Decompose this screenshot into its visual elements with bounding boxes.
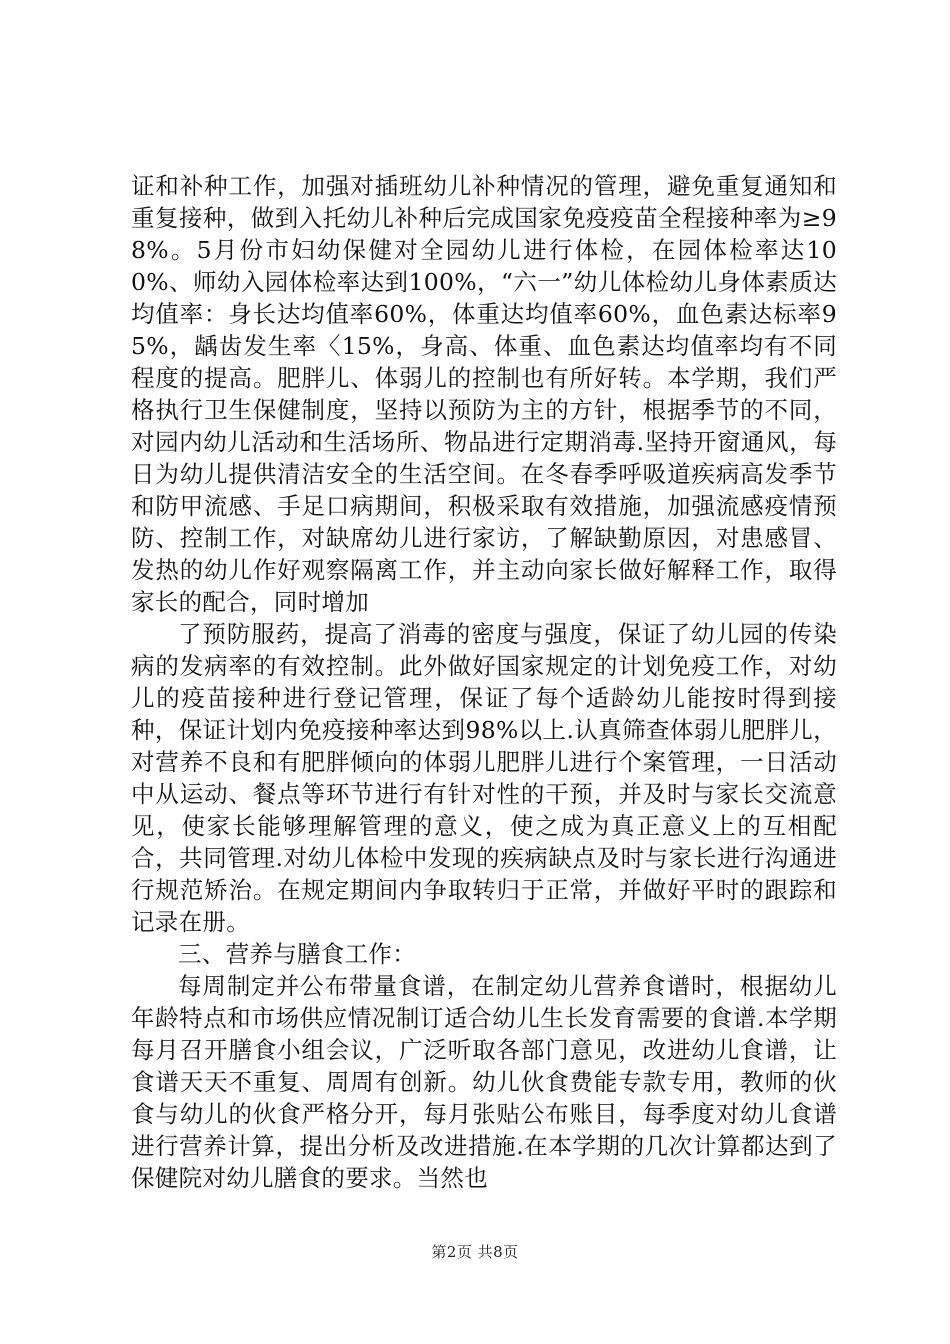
paragraph-nutrition-diet: 每周制定并公布带量食谱，在制定幼儿营养食谱时，根据幼儿年龄特点和市场供应情况制订适合幼儿生长发育需要的食谱.本学期每月召开膳食小组会议，广泛听取各部门意见，改进幼儿食谱，让食谱天天不重复、周周有创新。幼儿伙食费能专款专用，教师的伙食与幼儿的伙食严格分开，每月张贴公布账目，每季度对幼儿食谱进行营养计算，提出分析及改进措施.在本学期的几次计算都达到了保健院对幼儿膳食的要求。当然也 <box>131 972 837 1192</box>
paragraph-disease-prevention: 了预防服药，提高了消毒的密度与强度，保证了幼儿园的传染病的发病率的有效控制。此外做好国家规定的计划免疫工作，对幼儿的疫苗接种进行登记管理，保证了每个适龄幼儿能按时得到接种，保证计划内免疫接种率达到98%以上.认真筛查体弱儿肥胖儿，对营养不良和有肥胖倾向的体弱儿肥胖儿进行个案管理，一日活动中从运动、餐点等环节进行有针对性的干预，并及时与家长交流意见，使家长能够理解管理的意义，使之成为真正意义上的互相配合，共同管理.对幼儿体检中发现的疾病缺点及时与家长进行沟通进行规范矫治。在规定期间内争取转归于正常，并做好平时的跟踪和记录在册。 <box>131 620 837 936</box>
paragraph-health-care: 证和补种工作，加强对插班幼儿补种情况的管理，避免重复通知和重复接种，做到入托幼儿补种后完成国家免疫疫苗全程接种率为≥98%。5月份市妇幼保健对全园幼儿进行体检，在园体检率达100%、师幼入园体检率达到100%，“六一”幼儿体检幼儿身体素质达均值率：身长达均值率60%，体重达均值率60%，血色素达标率95%，龋齿发生率〈15%，身高、体重、血色素达均值率均有不同程度的提高。肥胖儿、体弱儿的控制也有所好转。本学期，我们严格执行卫生保健制度，坚持以预防为主的方针，根据季节的不同，对园内幼儿活动和生活场所、物品进行定期消毒.坚持开窗通风，每日为幼儿提供清洁安全的生活空间。在冬春季呼吸道疾病高发季节和防甲流感、手足口病期间，积极采取有效措施，加强流感疫情预防、控制工作，对缺席幼儿进行家访，了解缺勤原因，对患感冒、发热的幼儿作好观察隔离工作，并主动向家长做好解释工作，取得家长的配合，同时增加 <box>131 172 837 616</box>
page-number-footer: 第2页 共8页 <box>431 1243 519 1261</box>
section-heading-nutrition: 三、营养与膳食工作： <box>178 940 416 968</box>
document-body <box>131 170 837 1194</box>
